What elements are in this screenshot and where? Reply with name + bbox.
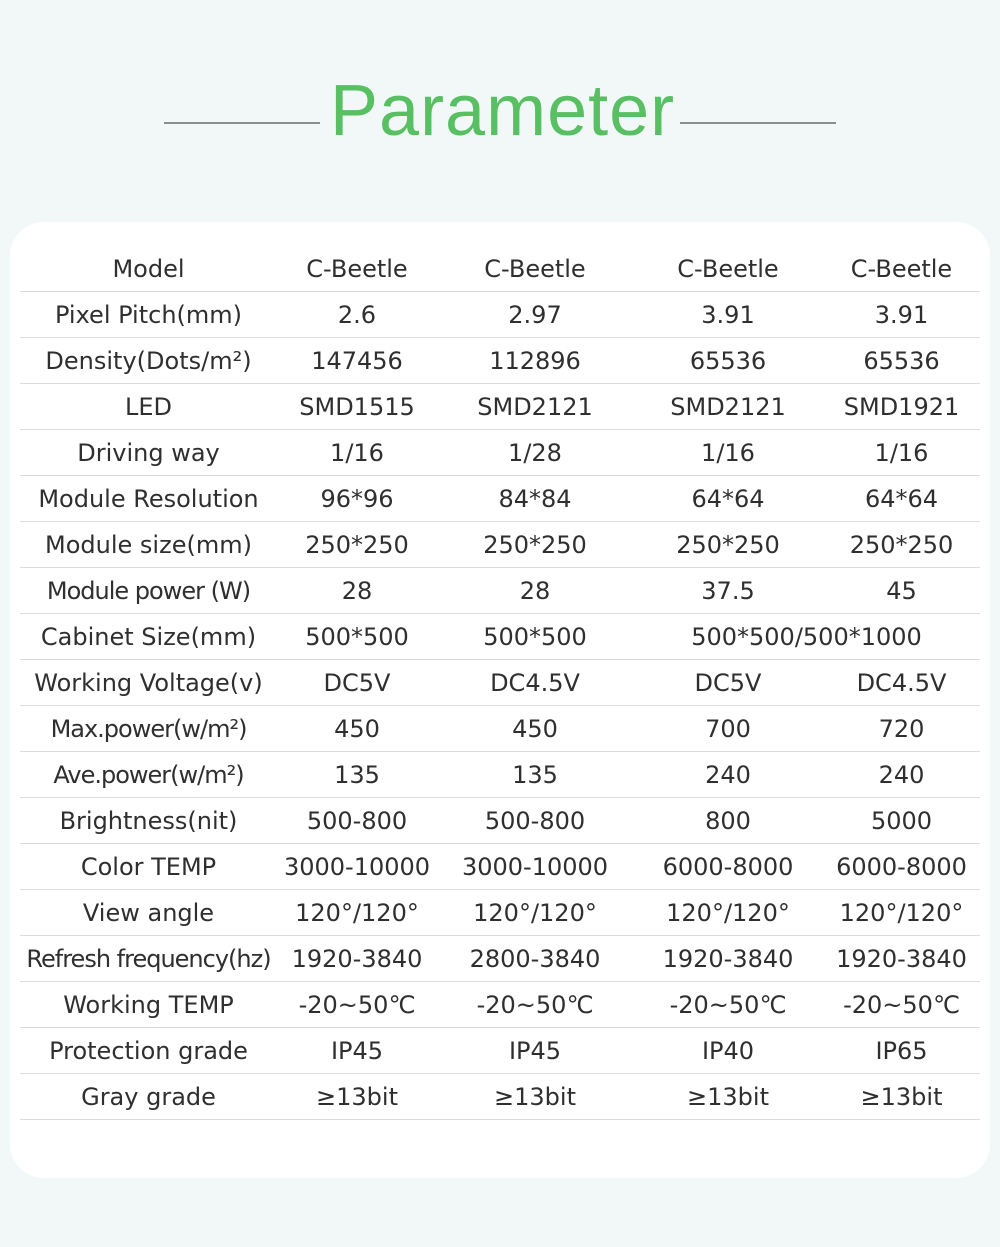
cell-value: 700 — [633, 706, 823, 752]
table-row — [20, 430, 980, 476]
table-row — [20, 798, 980, 844]
cell-value: 1/16 — [823, 430, 980, 476]
cell-value: 28 — [277, 568, 437, 614]
row-label: Working Voltage(v) — [20, 660, 277, 706]
row-label: Max.power(w/m²) — [20, 706, 277, 752]
cell-value: 2.6 — [277, 292, 437, 338]
page-title: Parameter — [330, 71, 676, 151]
cell-value: 800 — [633, 798, 823, 844]
row-label: Protection grade — [20, 1028, 277, 1074]
cell-value: 28 — [437, 568, 633, 614]
cell-value: 135 — [277, 752, 437, 798]
table-header-row — [20, 246, 980, 292]
cell-value: SMD1921 — [823, 384, 980, 430]
row-label: Driving way — [20, 430, 277, 476]
cell-value: 65536 — [633, 338, 823, 384]
cell-value: 250*250 — [277, 522, 437, 568]
cell-value: 65536 — [823, 338, 980, 384]
cell-value: 96*96 — [277, 476, 437, 522]
parameter-card — [10, 222, 990, 1178]
cell-value-merged: 500*500/500*1000 — [633, 614, 980, 660]
cell-value: ≥13bit — [823, 1074, 980, 1120]
cell-value: 64*64 — [823, 476, 980, 522]
table-row — [20, 568, 980, 614]
cell-value: 112896 — [437, 338, 633, 384]
row-label: Ave.power(w/m²) — [20, 752, 277, 798]
table-row — [20, 660, 980, 706]
cell-value: DC5V — [633, 660, 823, 706]
header-model-1: C-Beetle — [277, 246, 437, 292]
header-label: Model — [20, 246, 277, 292]
table-row — [20, 1028, 980, 1074]
cell-value: 147456 — [277, 338, 437, 384]
row-label: Pixel Pitch(mm) — [20, 292, 277, 338]
row-label: Module size(mm) — [20, 522, 277, 568]
header-model-4: C-Beetle — [823, 246, 980, 292]
cell-value: 6000-8000 — [633, 844, 823, 890]
table-row — [20, 936, 980, 982]
cell-value: -20~50℃ — [823, 982, 980, 1028]
table-row — [20, 522, 980, 568]
cell-value: 500*500 — [437, 614, 633, 660]
cell-value: 250*250 — [437, 522, 633, 568]
header-model-3: C-Beetle — [633, 246, 823, 292]
header-model-2: C-Beetle — [437, 246, 633, 292]
cell-value: 1920-3840 — [633, 936, 823, 982]
cell-value: SMD2121 — [437, 384, 633, 430]
cell-value: ≥13bit — [277, 1074, 437, 1120]
row-label: Working TEMP — [20, 982, 277, 1028]
cell-value: 240 — [633, 752, 823, 798]
cell-value: 37.5 — [633, 568, 823, 614]
cell-value: 250*250 — [633, 522, 823, 568]
cell-value: 64*64 — [633, 476, 823, 522]
cell-value: -20~50℃ — [277, 982, 437, 1028]
table-row — [20, 476, 980, 522]
cell-value: 1/16 — [633, 430, 823, 476]
cell-value: IP40 — [633, 1028, 823, 1074]
row-label: Density(Dots/m²) — [20, 338, 277, 384]
cell-value: 3.91 — [823, 292, 980, 338]
table-row — [20, 844, 980, 890]
cell-value: 450 — [277, 706, 437, 752]
row-label: Cabinet Size(mm) — [20, 614, 277, 660]
cell-value: 120°/120° — [277, 890, 437, 936]
page-header — [0, 70, 1000, 170]
row-label: Module power (W) — [20, 568, 277, 614]
cell-value: ≥13bit — [633, 1074, 823, 1120]
table-row — [20, 338, 980, 384]
table-row — [20, 614, 980, 660]
cell-value: ≥13bit — [437, 1074, 633, 1120]
table-row — [20, 890, 980, 936]
cell-value: 720 — [823, 706, 980, 752]
cell-value: 45 — [823, 568, 980, 614]
cell-value: 6000-8000 — [823, 844, 980, 890]
cell-value: 240 — [823, 752, 980, 798]
title-divider-right — [680, 122, 836, 124]
cell-value: 120°/120° — [437, 890, 633, 936]
table-row — [20, 706, 980, 752]
cell-value: 2.97 — [437, 292, 633, 338]
cell-value: 1/16 — [277, 430, 437, 476]
row-label: Color TEMP — [20, 844, 277, 890]
cell-value: 3.91 — [633, 292, 823, 338]
cell-value: IP45 — [437, 1028, 633, 1074]
cell-value: -20~50℃ — [437, 982, 633, 1028]
cell-value: 5000 — [823, 798, 980, 844]
cell-value: 2800-3840 — [437, 936, 633, 982]
cell-value: SMD2121 — [633, 384, 823, 430]
parameter-table — [20, 246, 980, 1120]
cell-value: 84*84 — [437, 476, 633, 522]
table-row — [20, 1074, 980, 1120]
cell-value: 250*250 — [823, 522, 980, 568]
cell-value: -20~50℃ — [633, 982, 823, 1028]
cell-value: IP45 — [277, 1028, 437, 1074]
cell-value: 500*500 — [277, 614, 437, 660]
cell-value: DC5V — [277, 660, 437, 706]
cell-value: 120°/120° — [823, 890, 980, 936]
title-divider-left — [164, 122, 320, 124]
cell-value: 120°/120° — [633, 890, 823, 936]
cell-value: IP65 — [823, 1028, 980, 1074]
row-label: Gray grade — [20, 1074, 277, 1120]
table-row — [20, 384, 980, 430]
cell-value: 450 — [437, 706, 633, 752]
cell-value: 1920-3840 — [823, 936, 980, 982]
cell-value: 3000-10000 — [277, 844, 437, 890]
row-label: Refresh frequency(hz) — [20, 936, 277, 982]
cell-value: DC4.5V — [437, 660, 633, 706]
cell-value: DC4.5V — [823, 660, 980, 706]
cell-value: 135 — [437, 752, 633, 798]
cell-value: 500-800 — [437, 798, 633, 844]
table-row — [20, 292, 980, 338]
table-row — [20, 752, 980, 798]
cell-value: 1920-3840 — [277, 936, 437, 982]
cell-value: 3000-10000 — [437, 844, 633, 890]
table-row — [20, 982, 980, 1028]
row-label: Module Resolution — [20, 476, 277, 522]
row-label: View angle — [20, 890, 277, 936]
row-label: LED — [20, 384, 277, 430]
cell-value: 500-800 — [277, 798, 437, 844]
cell-value: 1/28 — [437, 430, 633, 476]
row-label: Brightness(nit) — [20, 798, 277, 844]
cell-value: SMD1515 — [277, 384, 437, 430]
